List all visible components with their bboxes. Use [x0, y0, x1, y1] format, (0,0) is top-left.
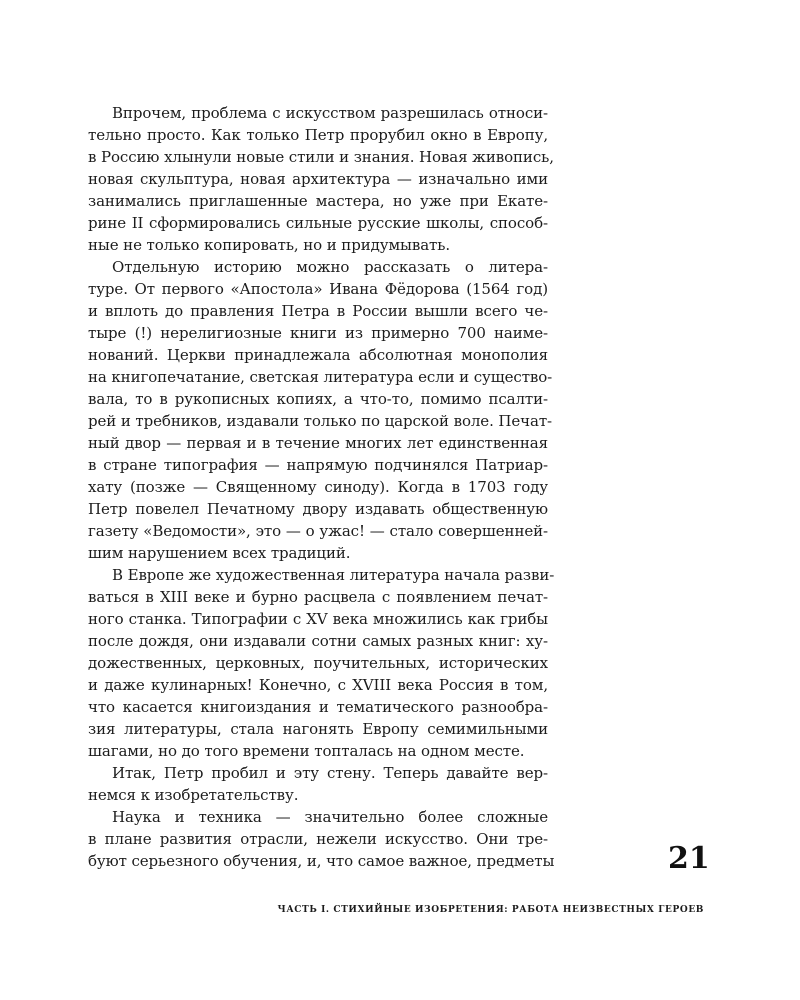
text-line: ный двор — первая и в течение многих лет единственная	[88, 434, 548, 452]
text-line: и даже кулинарных! Конечно, с XVIII века Россия в том,	[88, 676, 548, 694]
text-line: хату (позже — Священному синоду). Когда в 1703 году	[88, 478, 548, 496]
text-line: рей и требников, издавали только по царской воле. Печат-	[88, 412, 553, 430]
text-line: нований. Церкви принадлежала абсолютная монополия	[88, 346, 548, 364]
text-line: Отдельную историю можно рассказать о литера-	[112, 258, 548, 276]
text-line: шим нарушением всех традиций.	[88, 544, 351, 562]
text-line: В Европе же художественная литература начала разви-	[112, 566, 555, 584]
text-line: и вплоть до правления Петра в России вышли всего че-	[88, 302, 548, 320]
text-line: вала, то в рукописных копиях, а что-то, помимо псалти-	[88, 390, 548, 408]
running-footer: ЧАСТЬ I. СТИХИЙНЫЕ ИЗОБРЕТЕНИЯ: РАБОТА НЕИЗВЕСТНЫХ ГЕРОЕВ	[277, 905, 704, 915]
text-line: дожественных, церковных, поучительных, исторических	[88, 654, 548, 672]
text-line: занимались приглашенные мастера, но уже при Екате-	[88, 192, 548, 210]
text-line: газету «Ведомости», это — о ужас! — стало совершенней-	[88, 522, 548, 540]
text-line: новая скульптура, новая архитектура — изначально ими	[88, 170, 548, 188]
text-line: на книгопечатание, светская литература если и существо-	[88, 368, 553, 386]
text-line: шагами, но до того времени топталась на одном месте.	[88, 742, 525, 760]
text-line: зия литературы, стала нагонять Европу семимильными	[88, 720, 548, 738]
text-line: Наука и техника — значительно более сложные	[112, 808, 548, 826]
text-line: тыре (!) нерелигиозные книги из примерно 700 наиме-	[88, 324, 548, 342]
text-line: после дождя, они издавали сотни самых разных книг: ху-	[88, 632, 548, 650]
body-text	[88, 102, 555, 872]
text-line: буют серьезного обучения, и, что самое важное, предметы	[88, 852, 555, 870]
text-line: немся к изобретательству.	[88, 786, 299, 804]
text-line: в стране типография — напрямую подчинялся Патриар-	[88, 456, 548, 474]
text-line: тельно просто. Как только Петр прорубил окно в Европу,	[88, 126, 548, 144]
text-line: Итак, Петр пробил и эту стену. Теперь давайте вер-	[112, 764, 548, 782]
text-line: ного станка. Типографии с XV века множились как грибы	[88, 610, 548, 628]
text-line: ные не только копировать, но и придумывать.	[88, 236, 450, 254]
page-number: 21	[668, 841, 710, 876]
text-line: ваться в XIII веке и бурно расцвела с появлением печат-	[88, 588, 548, 606]
text-line: туре. От первого «Апостола» Ивана Фёдорова (1564 год)	[88, 280, 548, 298]
text-line: в Россию хлынули новые стили и знания. Новая живопись,	[88, 148, 554, 166]
text-line: рине II сформировались сильные русские школы, способ-	[88, 214, 548, 232]
text-line: Впрочем, проблема с искусством разрешилась относи-	[112, 104, 548, 122]
text-line: Петр повелел Печатному двору издавать общественную	[88, 500, 548, 518]
text-line: в плане развития отрасли, нежели искусство. Они тре-	[88, 830, 548, 848]
text-line: что касается книгоиздания и тематического разнообра-	[88, 698, 548, 716]
